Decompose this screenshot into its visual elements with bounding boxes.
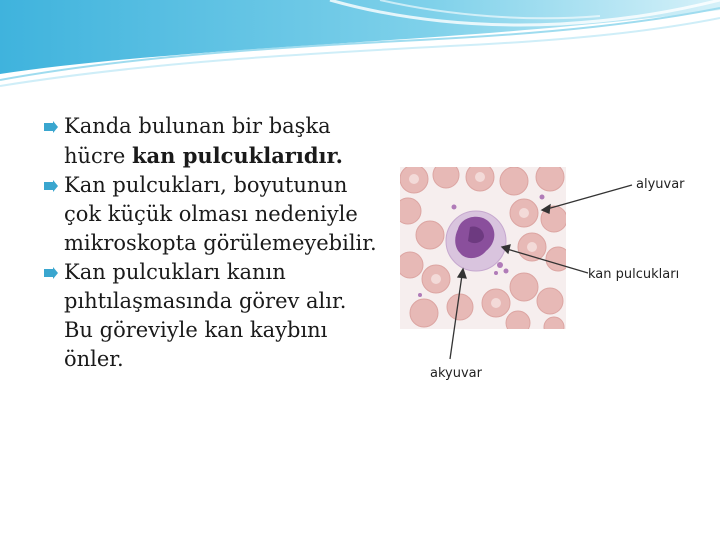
bullet-list	[44, 112, 394, 374]
bullet-line: çok küçük olması nedeniyle	[64, 202, 358, 226]
bullet-item	[44, 258, 394, 374]
bullet-line: mikroskopta görülemeyebilir.	[64, 231, 377, 255]
bullet-line: önler.	[64, 347, 124, 371]
bullet-arrow-icon	[44, 267, 58, 279]
bullet-line: Bu göreviyle kan kaybını	[64, 318, 328, 342]
bullet-line: Kan pulcukları kanın	[64, 260, 286, 284]
bullet-line: pıhtılaşmasında görev alır.	[64, 289, 347, 313]
bullet-item	[44, 171, 394, 258]
header-wave-decoration	[0, 0, 720, 90]
bullet-arrow-icon	[44, 180, 58, 192]
bullet-line: Kanda bulunan bir başka	[64, 114, 331, 138]
bullet-arrow-icon	[44, 121, 58, 133]
blood-smear-figure	[392, 147, 698, 387]
bullet-line: hücre kan pulcuklarıdır.	[64, 143, 343, 168]
label-akyuvar: akyuvar	[430, 366, 482, 381]
label-kan-pulcuklari: kan pulcukları	[588, 267, 680, 282]
label-alyuvar: alyuvar	[636, 177, 685, 192]
bullet-line: Kan pulcukları, boyutunun	[64, 173, 348, 197]
bullet-item	[44, 112, 394, 171]
